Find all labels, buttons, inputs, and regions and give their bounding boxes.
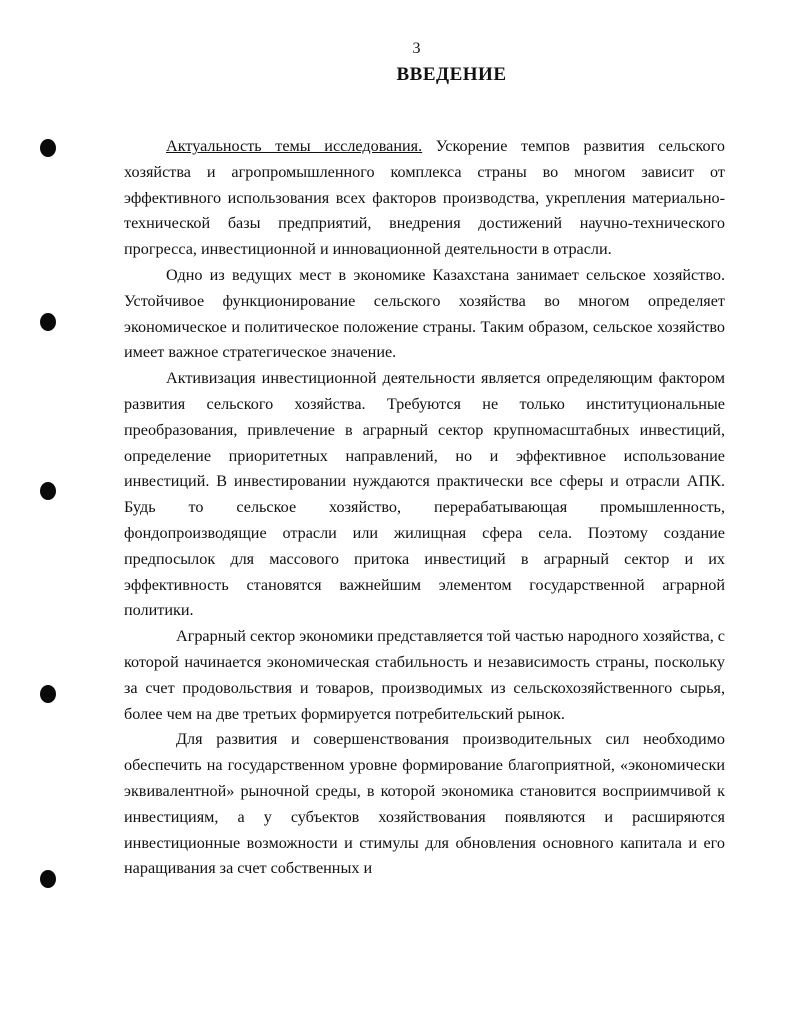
binder-hole-mark xyxy=(40,685,56,703)
paragraph: Одно из ведущих мест в экономике Казахстана занимает сельское хозяйство. Устойчивое функционирование сельского хозяйства во многом определяет экономическое и политическое положение страны. Таким образом, сельское хозяйство имеет важное стратегическое значение. xyxy=(124,265,725,362)
paragraph: Аграрный сектор экономики представляется той частью народного хозяйства, с которой начинается экономическая стабильность и независимость страны, поскольку за счет продовольствия и товаров, производимых из сельскохозяйственного сырья, более чем на две третьих формируется потребительский рынок. xyxy=(124,627,725,723)
relevance-heading: Актуальность темы исследования. xyxy=(166,137,423,155)
paragraph-relevance xyxy=(124,134,725,263)
binder-hole-mark xyxy=(40,870,56,888)
binder-hole-mark xyxy=(40,139,56,157)
paragraph: Для развития и совершенствования производительных сил необходимо обеспечить на государственном уровне формирование благоприятной, «экономически эквивалентной» рыночной среды, в которой экономика становится восприимчивой к инвестициям, а у субъектов хозяйствования появляются и расширяются инвестиционные возможности и стимулы для обновления основного капитала и его наращивания за счет собственных и xyxy=(124,730,725,878)
paragraph-text: Ускорение темпов развития сельского хозяйства и агропромышленного комплекса страны во многом зависит от эффективного использования всех факторов производства, укрепления материально-технической базы предприятий, внедрения достижений научно-технического прогресса, инвестиционной и инновационной деятельности в отрасли. xyxy=(124,137,725,259)
body-text xyxy=(124,134,725,882)
page-number: 3 xyxy=(412,40,421,57)
paragraph: Активизация инвестиционной деятельности является определяющим фактором развития сельского хозяйства. Требуются не только институциональные преобразования, привлечение в аграрный сектор крупномасштабных инвестиций, определение приоритетных направлений, но и эффективное использование инвестиций. В инвестировании нуждаются практически все сферы и отрасли АПК. Будь то сельское хозяйство, перерабатывающая промышленность, фондопроизводящие отрасли или жилищная сфера села. Поэтому создание предпосылок для массового притока инвестиций в аграрный сектор и их эффективность становятся важнейшим элементом государственной аграрной политики. xyxy=(124,369,725,620)
section-title: ВВЕДЕНИЕ xyxy=(396,64,507,85)
binder-hole-mark xyxy=(40,482,56,500)
binder-hole-mark xyxy=(40,313,56,331)
